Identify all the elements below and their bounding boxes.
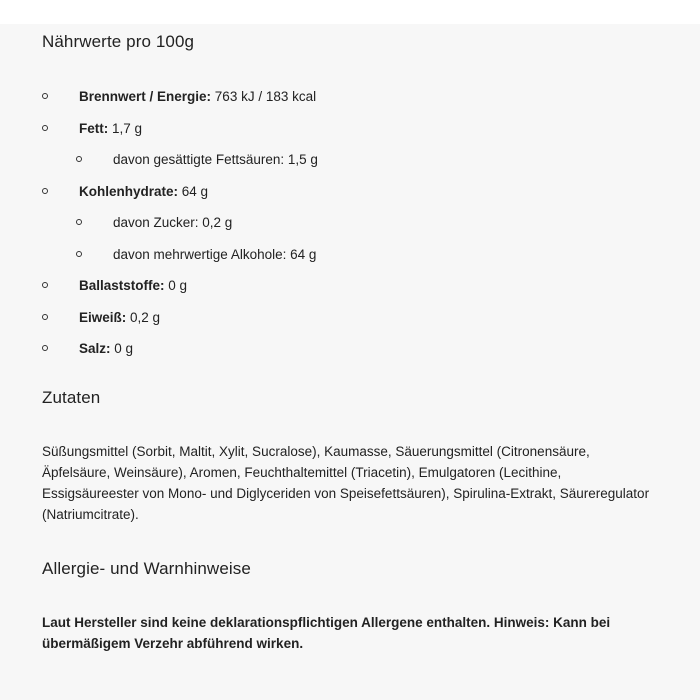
product-details-panel bbox=[0, 24, 700, 700]
nutrition-value: davon Zucker: 0,2 g bbox=[113, 215, 233, 230]
nutrition-label: Kohlenhydrate: bbox=[79, 183, 179, 199]
nutrition-item-sugar bbox=[42, 207, 700, 239]
nutrition-title: Nährwerte pro 100g bbox=[42, 32, 195, 51]
circle-bullet-icon bbox=[76, 156, 82, 162]
ingredients-text: Süßungsmittel (Sorbit, Maltit, Xylit, Sucralose), Kaumasse, Säuerungsmittel (Citronensäure, Äpfelsäure, Weinsäure), Aromen, Feuchthaltemittel (Triacetin), Emulgatoren (Lecithine, Essigsäureester von Mono- und Diglyceriden von Speisefettsäuren), Spirulina-Extrakt, Säureregulator (Natriumcitrate). bbox=[42, 443, 650, 522]
circle-bullet-icon bbox=[42, 93, 48, 99]
allergy-text: Laut Hersteller sind keine deklarationspflichtigen Allergene enthalten. Hinweis: Kann bei übermäßigem Verzehr abführend wirken. bbox=[42, 614, 611, 651]
circle-bullet-icon bbox=[42, 125, 48, 131]
nutrition-item-fiber bbox=[42, 270, 700, 302]
nutrition-value: 0 g bbox=[114, 341, 134, 356]
nutrition-value: 1,7 g bbox=[112, 120, 143, 136]
circle-bullet-icon bbox=[76, 219, 82, 225]
nutrition-value: davon gesättigte Fettsäuren: 1,5 g bbox=[113, 152, 318, 167]
circle-bullet-icon bbox=[42, 314, 48, 320]
nutrition-item-polyols bbox=[42, 239, 700, 271]
nutrition-label: Fett: bbox=[79, 120, 109, 136]
circle-bullet-icon bbox=[76, 251, 82, 257]
circle-bullet-icon bbox=[42, 345, 48, 351]
nutrition-item-carbohydrates bbox=[42, 176, 700, 208]
nutrition-label: Brennwert / Energie: bbox=[79, 89, 212, 104]
nutrition-list bbox=[42, 81, 700, 365]
nutrition-value: 0 g bbox=[168, 278, 188, 293]
nutrition-item-fat bbox=[42, 113, 700, 145]
nutrition-item-salt bbox=[42, 333, 700, 365]
nutrition-label: Ballaststoffe: bbox=[79, 278, 165, 293]
nutrition-value: 763 kJ / 183 kcal bbox=[214, 89, 317, 104]
nutrition-item-saturated-fat bbox=[42, 144, 700, 176]
nutrition-item-protein bbox=[42, 302, 700, 334]
circle-bullet-icon bbox=[42, 188, 48, 194]
nutrition-label: Eiweiß: bbox=[79, 309, 127, 325]
nutrition-value: 64 g bbox=[181, 183, 209, 199]
nutrition-label: Salz: bbox=[79, 341, 111, 356]
nutrition-value: davon mehrwertige Alkohole: 64 g bbox=[113, 246, 317, 262]
allergy-title: Allergie- und Warnhinweise bbox=[42, 558, 251, 578]
ingredients-title: Zutaten bbox=[42, 387, 101, 407]
circle-bullet-icon bbox=[42, 282, 48, 288]
nutrition-item-energy bbox=[42, 81, 700, 113]
nutrition-value: 0,2 g bbox=[130, 309, 161, 325]
